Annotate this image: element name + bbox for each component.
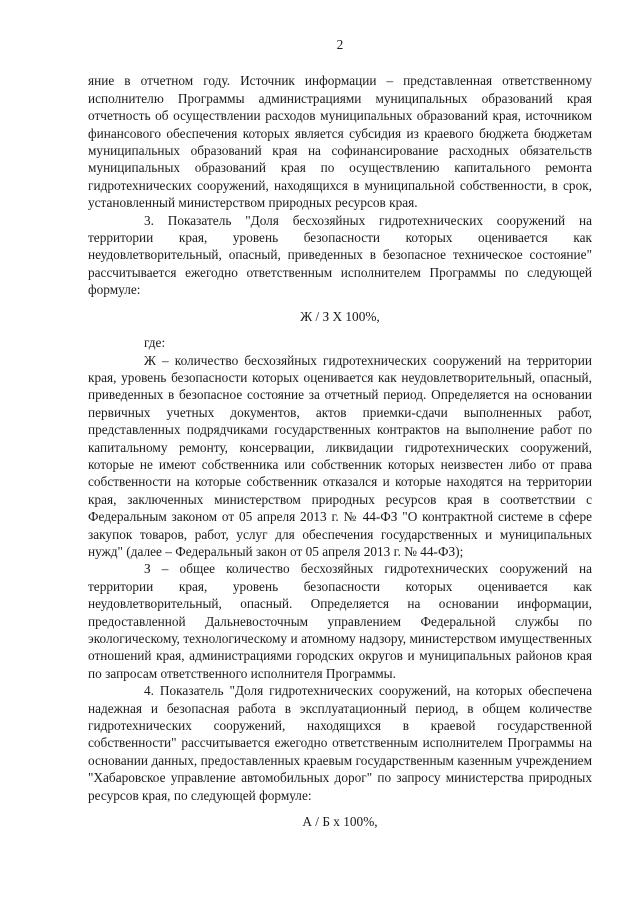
- paragraph-definition-z: З – общее количество бесхозяйных гидротехнических сооружений на территории края, уровень безопасности которых оценивается как неудовлетворительный, опасный. Определяется на основании информации, предоставленной Дальневосточным управлением Федеральной службы по экологическому, технологическому и атомному надзору, министерством имущественных отношений края, администрациями городских округов и муниципальных районов края по запросам ответственного исполнителя Программы.: [88, 561, 592, 681]
- formula-a-b: А / Б х 100%,: [302, 814, 378, 830]
- paragraph-indicator-4: 4. Показатель "Доля гидротехнических сооружений, на которых обеспечена надежная и безопасная работа в эксплуатационный период, в общем количестве гидротехнических сооружений, находящихся в краевой государственной собственности" рассчитывается ежегодно ответственным исполнителем Программы на основании данных, предоставленных краевым государственным казенным учреждением "Хабаровское управление автомобильных дорог" по запросу министерства природных ресурсов края, по следующей формуле:: [88, 683, 592, 803]
- paragraph-definition-zh: Ж – количество бесхозяйных гидротехнических сооружений на территории края, уровень безопасности которых оценивается как неудовлетворительный, опасный, приведенных в безопасное состояние за отчетный период. Определяется на основании первичных учетных документов, актов приемки-сдачи выполненных работ, представленных подрядчиками государственных контрактов на выполнение работ по капитальному ремонту, консервации, ликвидации гидротехнических сооружений, которые не имеют собственника или собственник которых неизвестен либо от права собственности на которые собственник отказался и которые находятся на территории края, заключенных министерством природных ресурсов края в соответствии с Федеральным законом от 05 апреля 2013 г. № 44-ФЗ "О контрактной системе в сфере закупок товаров, работ, услуг для обеспечения государственных и муниципальных нужд" (далее – Федеральный закон от 05 апреля 2013 г. № 44-ФЗ);: [88, 352, 592, 559]
- paragraph-indicator-3: 3. Показатель "Доля бесхозяйных гидротехнических сооружений на территории края, уровень безопасности которых оценивается как неудовлетворительный, опасный, приведенных в безопасное техническое состояние" рассчитывается ежегодно ответственным исполнителем Программы по следующей формуле:: [88, 212, 592, 298]
- formula-zh-z: Ж / З Х 100%,: [300, 308, 380, 324]
- page-number: 2: [336, 37, 344, 52]
- paragraph-continuation: яние в отчетном году. Источник информации – представленная ответственному исполнителю Программы администрациями муниципальных образований края отчетность об осуществлении расходов муниципальных образований края, источником финансового обеспечения которых является субсидия из краевого бюджета бюджетам муниципальных образований края на софинансирование расходных обязательств муниципальных образований края по осуществлению капитального ремонта гидротехнических сооружений, находящихся в муниципальной собственности, в срок, установленный министерством природных ресурсов края.: [88, 73, 592, 211]
- where-label: где:: [144, 335, 166, 351]
